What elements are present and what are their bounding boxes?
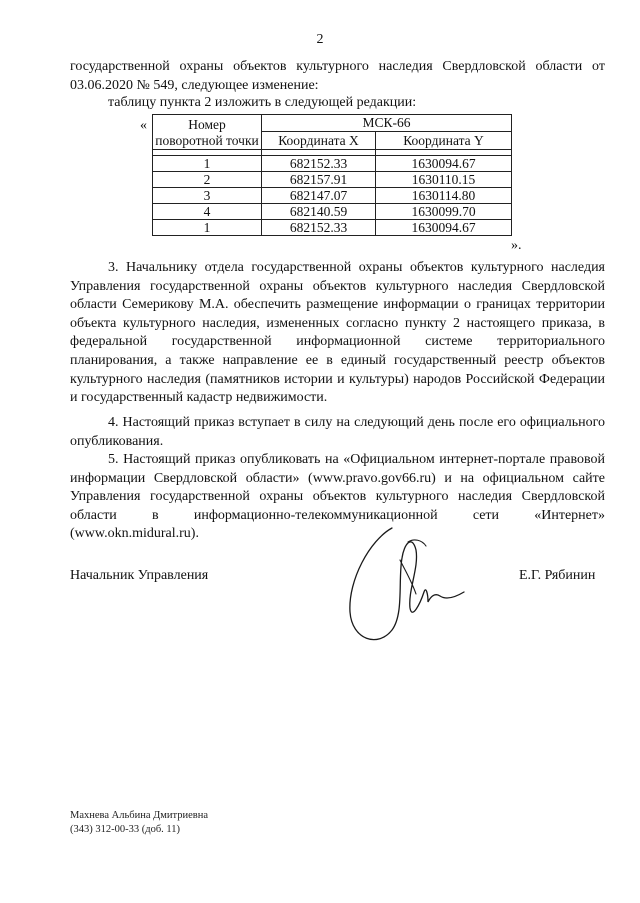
cell-coordinate-x: 682147.07 — [262, 188, 376, 204]
paragraph-3: 3. Начальнику отдела государственной охраны объектов культурного наследия Управления государственной охраны объектов культурного наследия Свердловской области Семерикову М.А. обеспечить размещение информации о границах территории объекта культурного наследия, измененных согласно пункту 2 настоящего приказа, в федеральной государственной информационной системе территориального планирования, а также направление ее в единый государственный реестр объектов культурного наследия (памятников истории и культуры) народов Российской Федерации и государственный кадастр недвижимости. — [70, 260, 605, 406]
table-row — [153, 188, 512, 204]
contact-phone: (343) 312-00-33 (доб. 11) — [70, 824, 181, 835]
cell-coordinate-y: 1630110.15 — [376, 172, 512, 188]
contact-footer — [70, 809, 208, 837]
paragraph-4: 4. Настоящий приказ вступает в силу на следующий день после его официального опубликования. — [70, 415, 605, 449]
table-row — [153, 220, 512, 236]
coordinates-table — [152, 114, 512, 236]
cell-coordinate-x: 682157.91 — [262, 172, 376, 188]
cell-point-number: 1 — [153, 220, 262, 236]
quote-open: « — [140, 118, 147, 133]
header-point-number: Номер поворотной точки — [153, 115, 262, 150]
cell-coordinate-y: 1630099.70 — [376, 204, 512, 220]
contact-name: Махнева Альбина Дмитриевна — [70, 810, 209, 821]
intro-text: государственной охраны объектов культурного наследия Свердловской области от 03.06.2020 № 549, следующее изменение: — [70, 59, 605, 93]
cell-coordinate-x: 682152.33 — [262, 156, 376, 172]
cell-coordinate-y: 1630094.67 — [376, 220, 512, 236]
cell-point-number: 4 — [153, 204, 262, 220]
page-number: 2 — [316, 32, 324, 47]
table-row — [153, 172, 512, 188]
cell-coordinate-x: 682152.33 — [262, 220, 376, 236]
table-row — [153, 156, 512, 172]
cell-coordinate-y: 1630094.67 — [376, 156, 512, 172]
signer-name: Е.Г. Рябинин — [519, 568, 596, 583]
table-intro-text: таблицу пункта 2 изложить в следующей редакции: — [108, 95, 417, 110]
header-coordinate-x: Координата X — [262, 132, 376, 150]
signer-title: Начальник Управления — [70, 568, 209, 583]
cell-coordinate-x: 682140.59 — [262, 204, 376, 220]
signature-icon — [320, 520, 470, 660]
table-row — [153, 204, 512, 220]
cell-point-number: 1 — [153, 156, 262, 172]
cell-point-number: 2 — [153, 172, 262, 188]
paragraph-5: 5. Настоящий приказ опубликовать на «Официальном интернет-портале правовой информации Свердловской области» (www.pravo.gov66.ru) и на официальном сайте Управления государственной охраны объектов культурного наследия Свердловской области в информационно-телекоммуникационной сети «Интернет» (www.okn.midural.ru). — [70, 452, 605, 542]
header-coordinate-y: Координата Y — [376, 132, 512, 150]
cell-coordinate-y: 1630114.80 — [376, 188, 512, 204]
quote-close: ». — [511, 238, 522, 253]
header-coordinate-system: МСК-66 — [262, 115, 512, 132]
cell-point-number: 3 — [153, 188, 262, 204]
